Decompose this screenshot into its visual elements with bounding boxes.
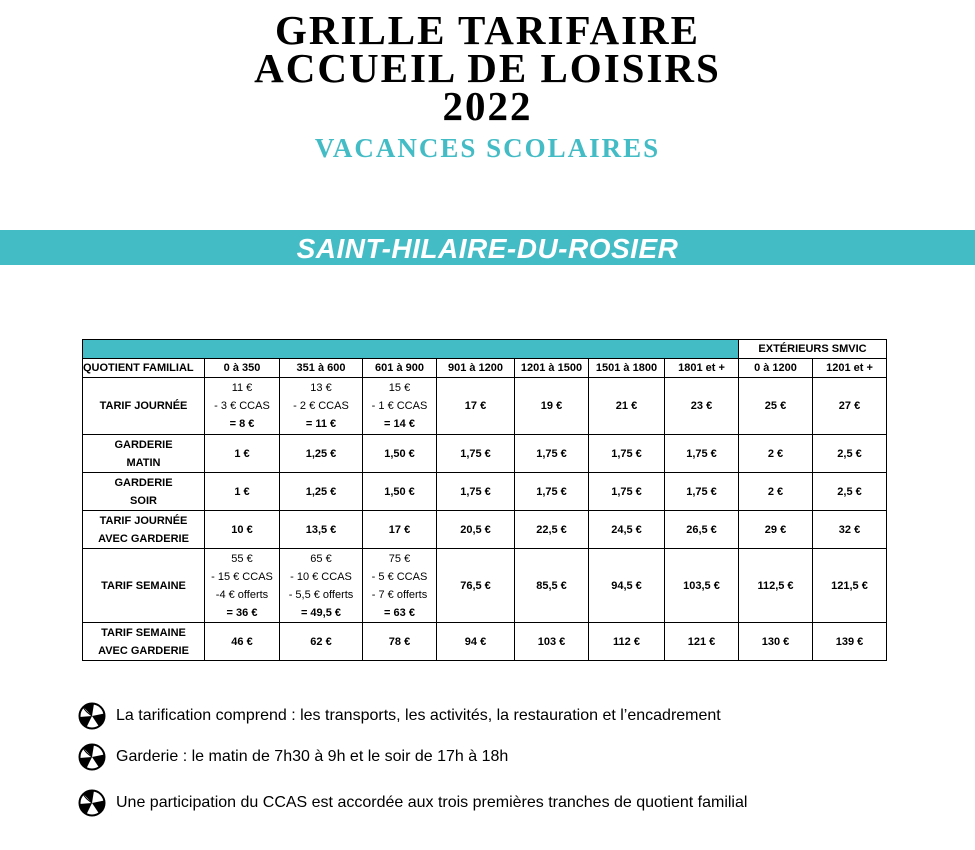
table-row [83, 511, 887, 549]
table-row [83, 549, 887, 623]
note-item [78, 789, 747, 817]
price-cell [739, 473, 813, 511]
price-line: 26,5 € [686, 523, 717, 536]
price-cell [363, 435, 437, 473]
price-line: 76,5 € [460, 579, 491, 592]
price-cell [589, 549, 665, 623]
price-cell [205, 511, 280, 549]
price-line: 103 € [537, 635, 566, 648]
price-cell [280, 435, 363, 473]
price-line: 62 € [310, 635, 332, 648]
price-line: 10 € [231, 523, 253, 536]
note-text: Une participation du CCAS est accordée aux trois premières tranches de quotient familial [116, 794, 748, 811]
price-line: 94 € [464, 635, 487, 648]
price-line: 112,5 € [757, 579, 794, 592]
price-line: = 63 € [384, 606, 415, 619]
price-line: 139 € [835, 635, 864, 648]
price-cell [589, 511, 665, 549]
price-cell [363, 511, 437, 549]
price-line: 1 € [234, 485, 250, 498]
price-line: 19 € [540, 400, 563, 412]
price-line: 94,5 € [611, 579, 642, 592]
price-cell [437, 378, 515, 435]
column-header: 0 à 350 [205, 359, 280, 378]
price-cell [280, 549, 363, 623]
column-header: 0 à 1200 [739, 359, 813, 378]
price-line: 17 € [388, 523, 411, 536]
price-line: 112 € [613, 635, 640, 648]
beach-ball-icon [78, 702, 116, 730]
group-header-exterieurs: EXTÉRIEURS SMVIC [739, 340, 887, 359]
price-cell [515, 378, 589, 435]
price-cell [437, 473, 515, 511]
price-line: = 49,5 € [300, 606, 342, 619]
price-line: 1,75 € [611, 447, 642, 460]
price-line: 23 € [690, 400, 713, 412]
price-cell [589, 435, 665, 473]
row-label-line: AVEC GARDERIE [98, 532, 189, 545]
column-header: 1201 à 1500 [515, 359, 589, 378]
price-line: 130 € [761, 635, 790, 648]
price-cell [515, 473, 589, 511]
beach-ball-icon [78, 743, 116, 771]
price-line: 1,75 € [536, 447, 567, 460]
price-line: 1,75 € [460, 447, 491, 460]
price-line: 1,75 € [460, 485, 491, 498]
price-cell [437, 549, 515, 623]
price-cell [205, 549, 280, 623]
price-cell [589, 473, 665, 511]
location-band [0, 230, 975, 265]
row-label-line: SOIR [130, 494, 157, 507]
column-header: 1501 à 1800 [589, 359, 665, 378]
price-line: 1 € [234, 447, 250, 460]
price-line: - 2 € CCAS [293, 400, 349, 412]
price-line: - 3 € CCAS [214, 400, 270, 412]
price-cell [363, 549, 437, 623]
price-line: 2 € [767, 485, 784, 498]
price-line: 2 € [767, 447, 784, 460]
price-cell [515, 549, 589, 623]
price-line: - 5,5 € offerts [288, 588, 354, 601]
price-line: 121,5 € [831, 579, 868, 592]
price-cell [589, 378, 665, 435]
column-header: 1801 et + [665, 359, 739, 378]
table-row [83, 473, 887, 511]
price-line: = 11 € [305, 418, 337, 430]
price-line: 1,75 € [536, 485, 567, 498]
note-text: Garderie : le matin de 7h30 à 9h et le soir de 17h à 18h [116, 748, 509, 765]
price-line: 1,25 € [305, 485, 337, 498]
row-label-line: GARDERIE [114, 476, 173, 489]
title-line-1: GRILLE TARIFAIRE [274, 7, 700, 53]
price-cell [515, 435, 589, 473]
price-cell [665, 511, 739, 549]
price-line: 15 € [388, 382, 411, 394]
table-row [83, 623, 887, 661]
price-cell [280, 623, 363, 661]
price-line: 103,5 € [683, 579, 720, 592]
price-line: 21 € [615, 400, 638, 412]
price-cell [739, 378, 813, 435]
price-cell [813, 435, 887, 473]
price-line: 13 € [310, 382, 332, 394]
price-cell [813, 511, 887, 549]
price-cell [363, 623, 437, 661]
price-line: = 8 € [229, 418, 255, 430]
price-line: 78 € [388, 635, 411, 648]
price-line: - 10 € CCAS [290, 570, 352, 583]
price-cell [205, 473, 280, 511]
price-cell [515, 511, 589, 549]
price-cell [665, 473, 739, 511]
price-cell [589, 623, 665, 661]
price-line: - 15 € CCAS [211, 570, 273, 583]
price-line: = 14 € [384, 418, 415, 430]
column-header: 1201 et + [813, 359, 887, 378]
group-header-row [83, 340, 887, 359]
price-line: 2,5 € [837, 485, 862, 498]
price-cell [280, 378, 363, 435]
row-label [83, 435, 205, 473]
price-line: - 7 € offerts [371, 588, 428, 601]
note-item [78, 743, 508, 771]
price-cell [280, 473, 363, 511]
price-cell [437, 623, 515, 661]
price-line: 24,5 € [611, 523, 642, 536]
price-cell [739, 549, 813, 623]
teal-header-cell [83, 340, 739, 359]
price-line: 11 € [231, 382, 253, 394]
row-label-line: TARIF JOURNÉE [99, 400, 188, 412]
column-header: 601 à 900 [363, 359, 437, 378]
price-line: 32 € [838, 523, 861, 536]
price-cell [280, 511, 363, 549]
title-line-2: ACCUEIL DE LOISIRS [254, 45, 721, 91]
price-line: 1,75 € [686, 485, 717, 498]
price-line: -4 € offerts [215, 588, 269, 601]
price-line: 75 € [388, 552, 411, 565]
price-cell [813, 623, 887, 661]
price-line: 55 € [231, 552, 253, 565]
price-line: 65 € [310, 552, 332, 565]
price-cell [205, 623, 280, 661]
price-cell [665, 435, 739, 473]
pricing-table [82, 339, 887, 661]
title-line-3: 2022 [442, 83, 533, 129]
row-label [83, 549, 205, 623]
price-cell [363, 378, 437, 435]
note-item [78, 702, 721, 730]
price-cell [739, 511, 813, 549]
location-name: SAINT-HILAIRE-DU-ROSIER [296, 233, 679, 264]
subtitle: VACANCES SCOLAIRES [314, 133, 661, 163]
price-cell [205, 435, 280, 473]
beach-ball-icon [78, 789, 116, 817]
price-cell [813, 378, 887, 435]
header-quotient-familial: QUOTIENT FAMILIAL [83, 359, 205, 378]
column-header: 351 à 600 [280, 359, 363, 378]
row-label-line: AVEC GARDERIE [98, 644, 189, 657]
price-cell [665, 378, 739, 435]
price-line: 20,5 € [460, 523, 491, 536]
price-cell [437, 511, 515, 549]
price-line: 1,50 € [384, 447, 415, 460]
price-line: 85,5 € [536, 579, 567, 592]
row-label-line: TARIF SEMAINE [101, 626, 186, 639]
table-row [83, 435, 887, 473]
price-line: 13,5 € [305, 523, 337, 536]
price-cell [739, 435, 813, 473]
row-label-line: TARIF SEMAINE [101, 579, 186, 592]
price-line: - 1 € CCAS [371, 400, 428, 412]
price-cell [437, 435, 515, 473]
price-cell [665, 549, 739, 623]
row-label-line: TARIF JOURNÉE [99, 514, 188, 527]
row-label-line: MATIN [126, 456, 161, 469]
row-label-line: GARDERIE [114, 438, 173, 451]
price-line: 1,25 € [305, 447, 337, 460]
price-line: 25 € [764, 400, 787, 412]
price-cell [739, 623, 813, 661]
table-body [83, 378, 887, 661]
price-line: 1,75 € [611, 485, 642, 498]
price-line: 1,50 € [384, 485, 415, 498]
row-label [83, 511, 205, 549]
price-line: 2,5 € [837, 447, 862, 460]
note-text: La tarification comprend : les transports, les activités, la restauration et l’encadrement [116, 707, 721, 724]
price-cell [813, 549, 887, 623]
column-header: 901 à 1200 [437, 359, 515, 378]
price-line: 27 € [838, 400, 861, 412]
price-line: 121 € [687, 635, 716, 648]
row-label [83, 623, 205, 661]
price-line: = 36 € [226, 606, 258, 619]
column-header-row [83, 359, 887, 378]
price-line: 22,5 € [536, 523, 567, 536]
price-cell [363, 473, 437, 511]
price-line: 29 € [764, 523, 787, 536]
row-label [83, 378, 205, 435]
price-line: 17 € [464, 400, 487, 412]
price-line: - 5 € CCAS [371, 570, 428, 583]
price-cell [813, 473, 887, 511]
price-cell [515, 623, 589, 661]
price-cell [205, 378, 280, 435]
price-line: 1,75 € [686, 447, 717, 460]
price-line: 46 € [231, 635, 253, 648]
row-label [83, 473, 205, 511]
table-row [83, 378, 887, 435]
price-cell [665, 623, 739, 661]
